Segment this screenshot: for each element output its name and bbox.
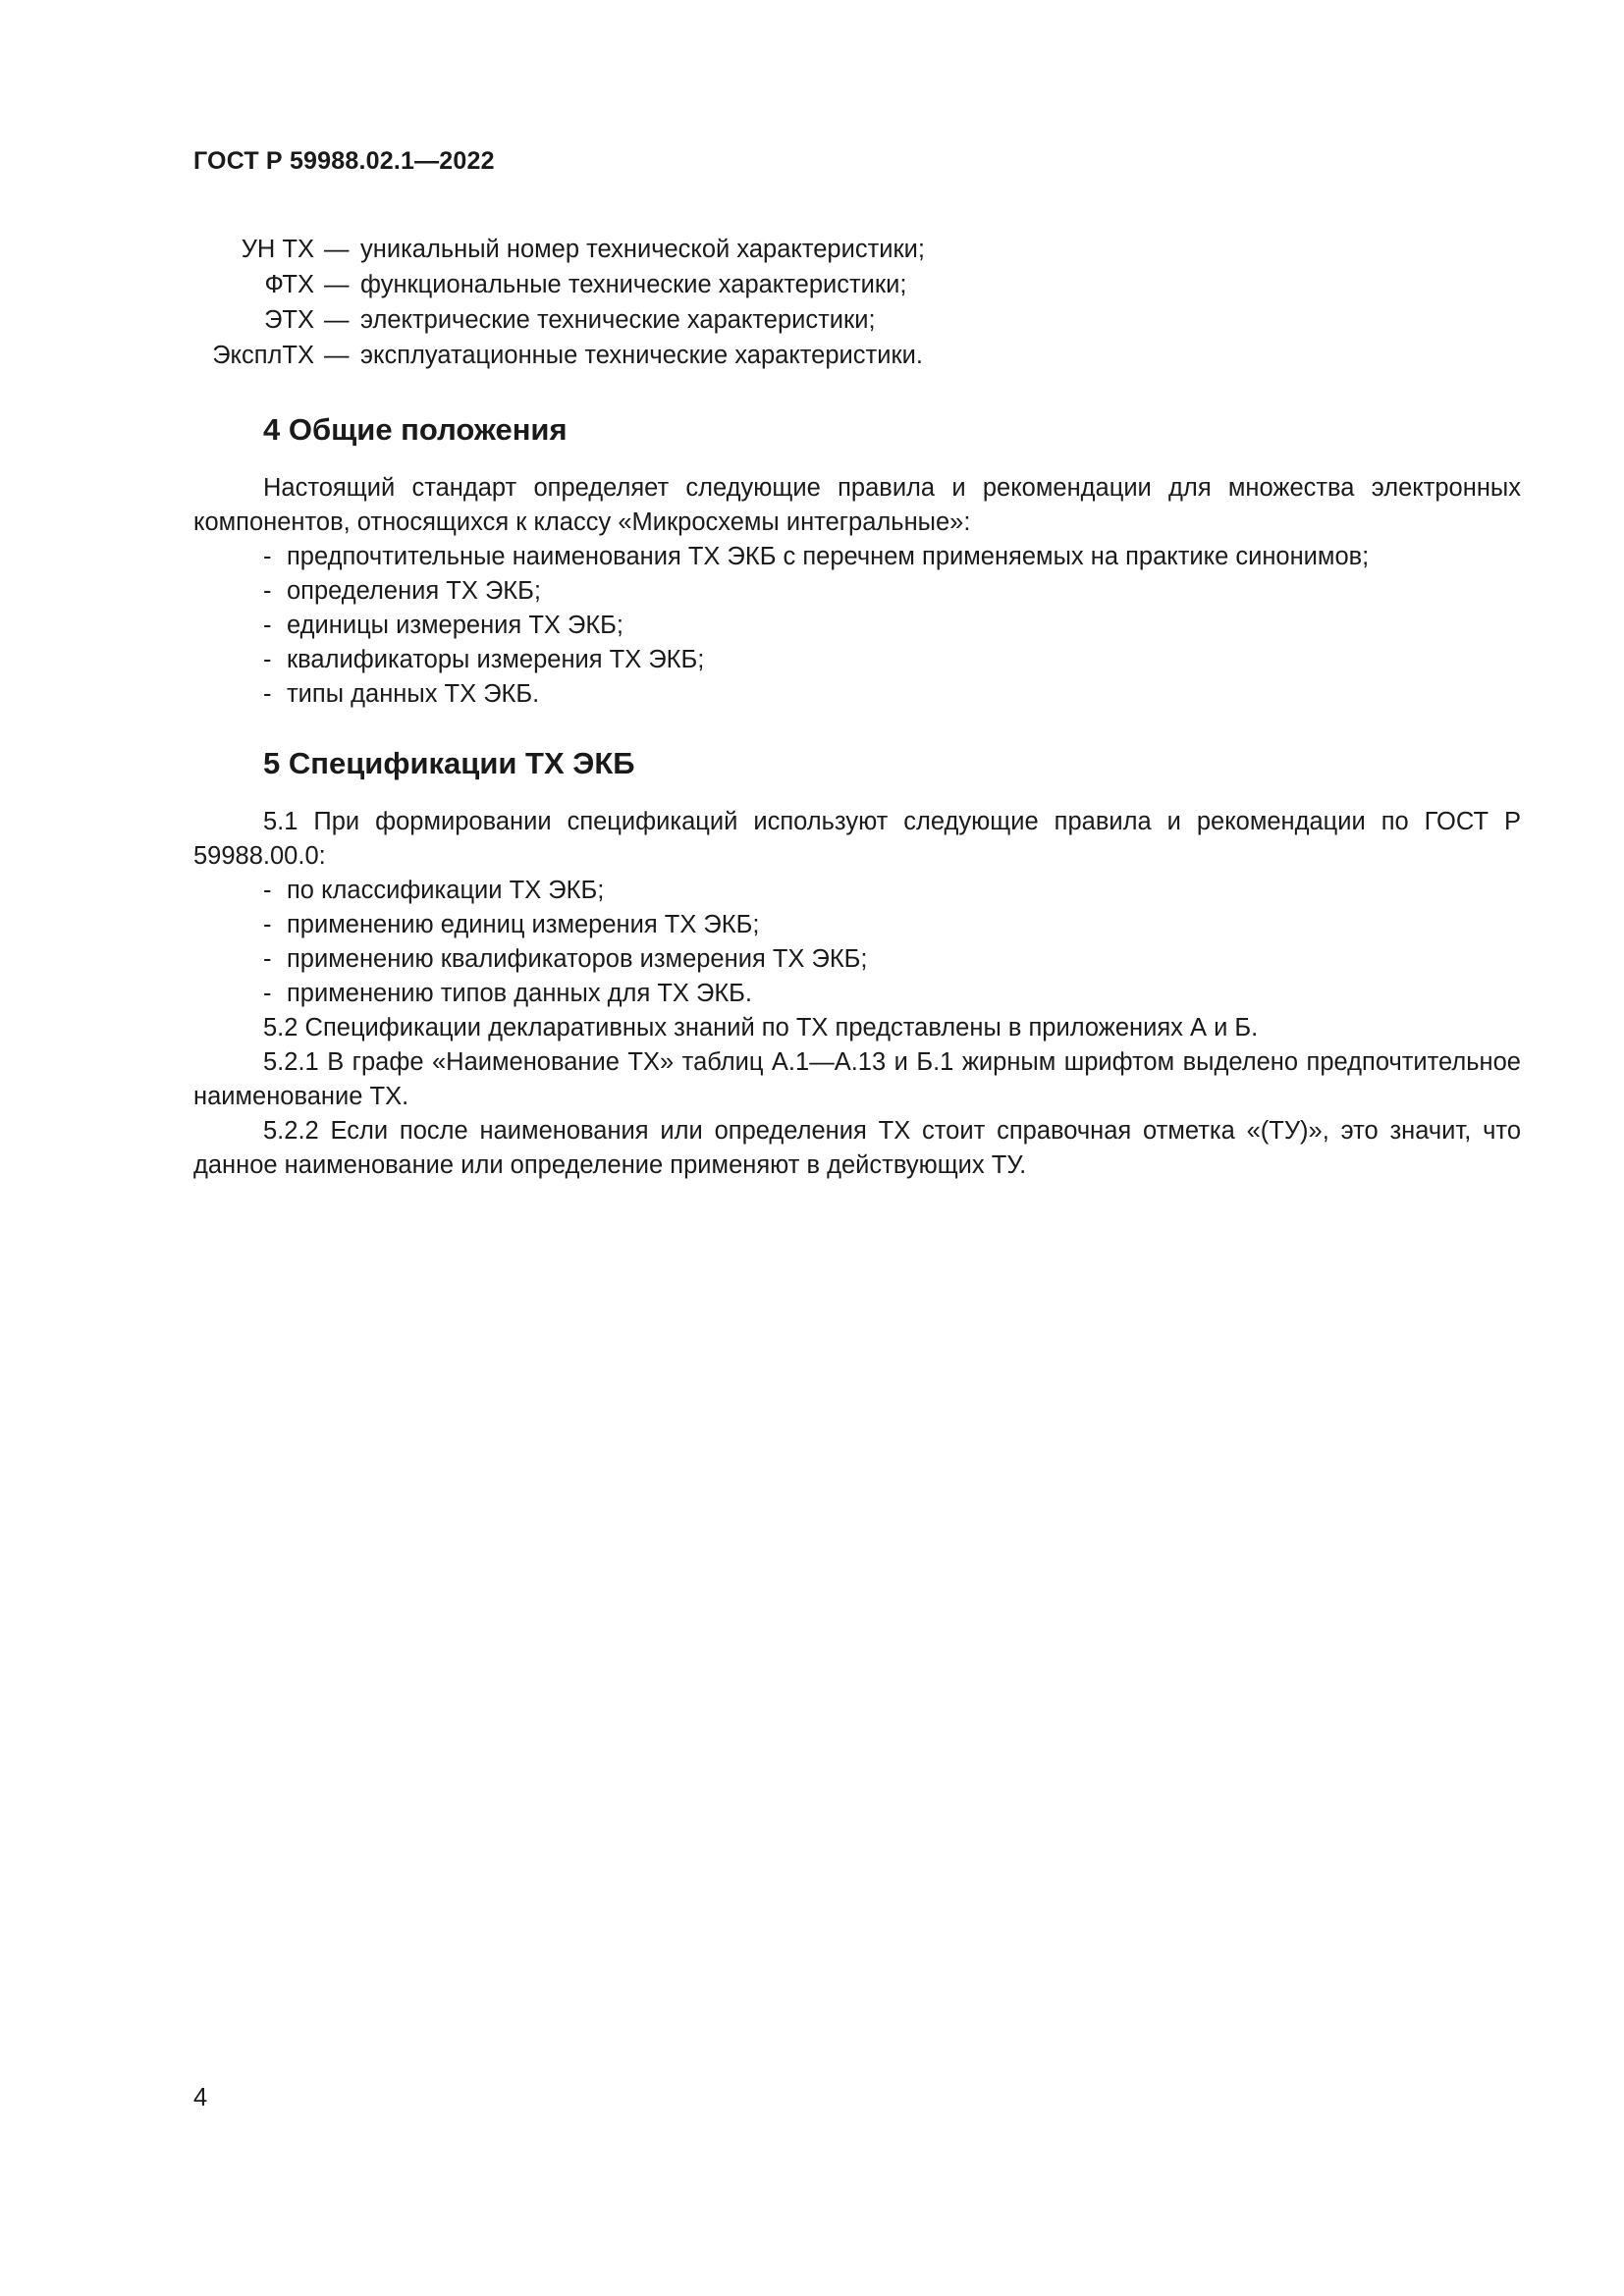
paragraph-5-2: 5.2 Спецификации декларативных знаний по ТХ представлены в приложениях А и Б. — [263, 1014, 1259, 1041]
section-4-intro-paragraph: Настоящий стандарт определяет следующие правила и рекомендации для множества электронных компонентов, относящихся к классу «Микросхемы интегральные»: — [193, 474, 1521, 536]
list-item-text: определения ТХ ЭКБ; — [287, 577, 541, 605]
list-item-text: применению единиц измерения ТХ ЭКБ; — [287, 911, 760, 938]
list-bullet: - — [263, 980, 272, 1007]
abbreviation-definition: эксплуатационные технические характеристики. — [360, 342, 923, 369]
abbreviation-dash: — — [324, 342, 350, 369]
list-bullet: - — [263, 543, 272, 570]
list-item — [263, 977, 752, 1011]
list-item-text: применению квалификаторов измерения ТХ ЭКБ; — [287, 945, 868, 973]
list-item — [263, 574, 541, 609]
list-bullet: - — [263, 877, 272, 904]
list-item — [263, 942, 868, 977]
abbreviation-row — [0, 338, 1624, 373]
list-item-text: единицы измерения ТХ ЭКБ; — [287, 612, 623, 639]
abbreviation-row — [0, 267, 1624, 302]
abbreviation-dash: — — [324, 271, 350, 298]
abbreviation-term: ЭксплТХ — [212, 342, 314, 369]
list-item — [263, 908, 759, 942]
list-bullet: - — [263, 945, 272, 973]
list-item — [263, 677, 539, 712]
list-bullet: - — [263, 911, 272, 938]
abbreviation-dash: — — [324, 236, 350, 263]
section-4-heading: 4 Общие положения — [263, 412, 568, 447]
abbreviation-term: ЭТХ — [264, 306, 314, 334]
abbreviation-definition: функциональные технические характеристики; — [360, 271, 907, 298]
document-code-header: ГОСТ Р 59988.02.1—2022 — [193, 147, 495, 175]
list-item — [263, 609, 623, 643]
list-item — [263, 643, 704, 677]
list-bullet: - — [263, 612, 272, 639]
list-item-text: типы данных ТХ ЭКБ. — [287, 680, 540, 708]
abbreviation-list — [0, 232, 1624, 373]
paragraph-5-1: 5.1 При формировании спецификаций используют следующие правила и рекомендации по ГОСТ Р 59988.00.0: — [193, 808, 1521, 870]
paragraph-5-2-2: 5.2.2 Если после наименования или определения ТХ стоит справочная отметка «(ТУ)», это значит, что данное наименование или определение применяют в действующих ТУ. — [193, 1117, 1521, 1179]
list-item-text: применению типов данных для ТХ ЭКБ. — [287, 980, 753, 1007]
list-item — [263, 540, 1369, 574]
abbreviation-dash: — — [324, 306, 350, 334]
list-bullet: - — [263, 680, 272, 708]
abbreviation-term: ФТХ — [264, 271, 314, 298]
list-bullet: - — [263, 577, 272, 605]
list-item-text: по классификации ТХ ЭКБ; — [287, 877, 605, 904]
paragraph-5-2-1: 5.2.1 В графе «Наименование ТХ» таблиц А.1—А.13 и Б.1 жирным шрифтом выделено предпочтительное наименование ТХ. — [193, 1048, 1521, 1110]
list-bullet: - — [263, 646, 272, 673]
page-number: 4 — [193, 2084, 208, 2111]
list-item-text: квалификаторы измерения ТХ ЭКБ; — [287, 646, 705, 673]
abbreviation-row — [0, 302, 1624, 338]
list-item-text: предпочтительные наименования ТХ ЭКБ с перечнем применяемых на практике синонимов; — [287, 543, 1370, 570]
list-item — [263, 874, 604, 908]
abbreviation-definition: уникальный номер технической характеристики; — [360, 236, 925, 263]
section-5-heading: 5 Спецификации ТХ ЭКБ — [263, 746, 635, 780]
abbreviation-row — [0, 232, 1624, 267]
abbreviation-term: УН ТХ — [241, 236, 314, 263]
abbreviation-definition: электрические технические характеристики; — [360, 306, 876, 334]
